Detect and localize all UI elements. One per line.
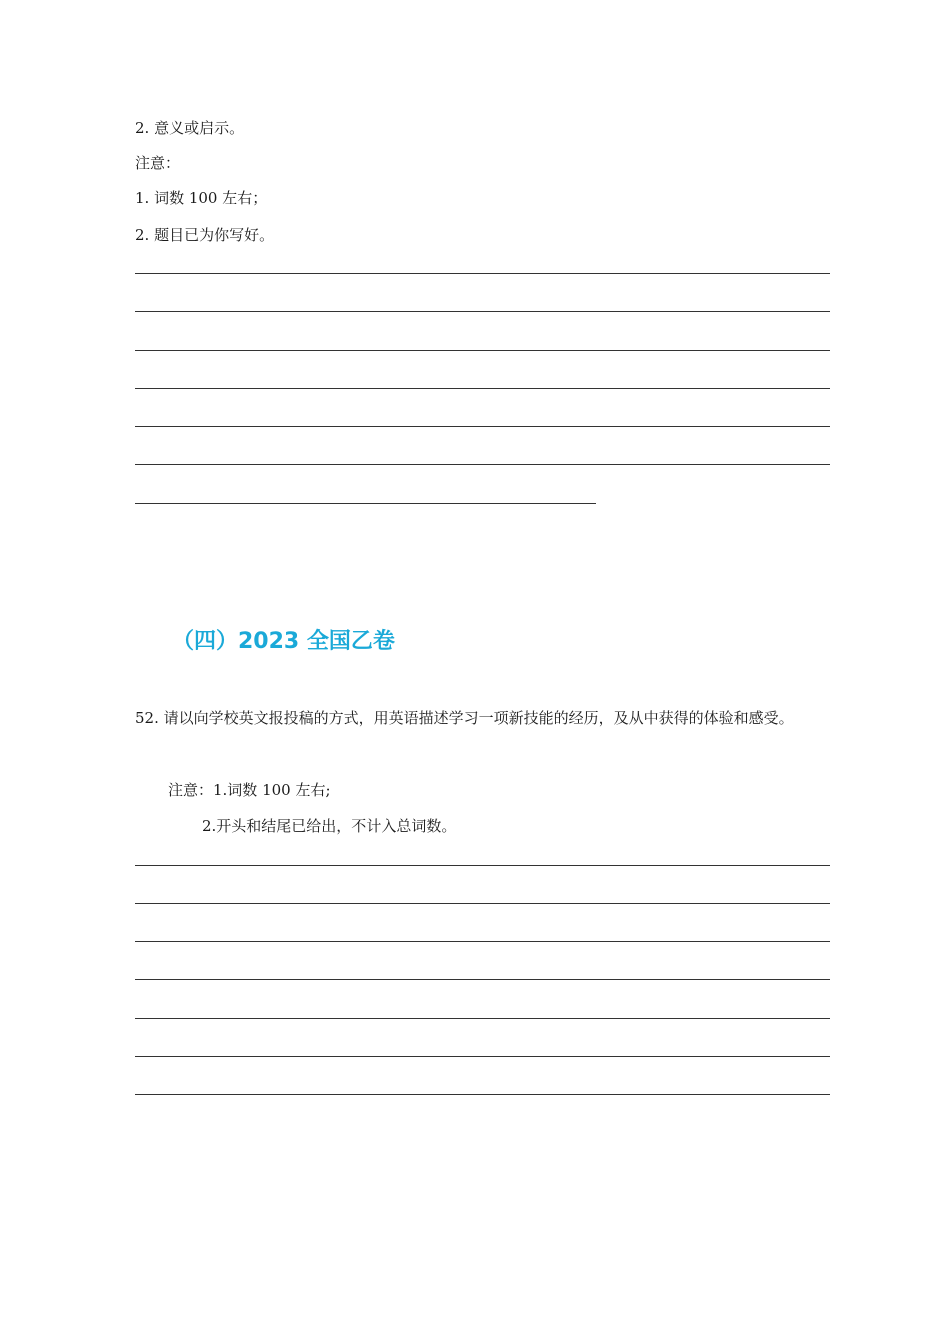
prev-note-1: 1. 词数 100 左右；	[135, 189, 268, 207]
answer-line	[135, 350, 830, 351]
answer-line	[135, 1094, 830, 1095]
answer-line	[135, 273, 830, 274]
answer-line	[135, 903, 830, 904]
answer-line	[135, 426, 830, 427]
prev-notes-label: 注意：	[135, 154, 181, 172]
answer-line	[135, 503, 596, 504]
section-heading: （四）2023 全国乙卷	[172, 629, 395, 654]
answer-line	[135, 1018, 830, 1019]
answer-line	[135, 941, 830, 942]
answer-line	[135, 1056, 830, 1057]
answer-line	[135, 464, 830, 465]
answer-line	[135, 388, 830, 389]
question-52-note-2: 2.开头和结尾已给出，不计入总词数。	[202, 817, 457, 835]
question-52-prompt: 52. 请以向学校英文报投稿的方式，用英语描述学习一项新技能的经历，及从中获得的体验和感受。	[135, 709, 794, 727]
answer-line	[135, 311, 830, 312]
prev-point-2: 2. 意义或启示。	[135, 119, 245, 137]
question-52-note-1: 注意：1.词数 100 左右;	[168, 781, 331, 799]
prev-note-2: 2. 题目已为你写好。	[135, 226, 275, 244]
answer-line	[135, 979, 830, 980]
answer-line	[135, 865, 830, 866]
